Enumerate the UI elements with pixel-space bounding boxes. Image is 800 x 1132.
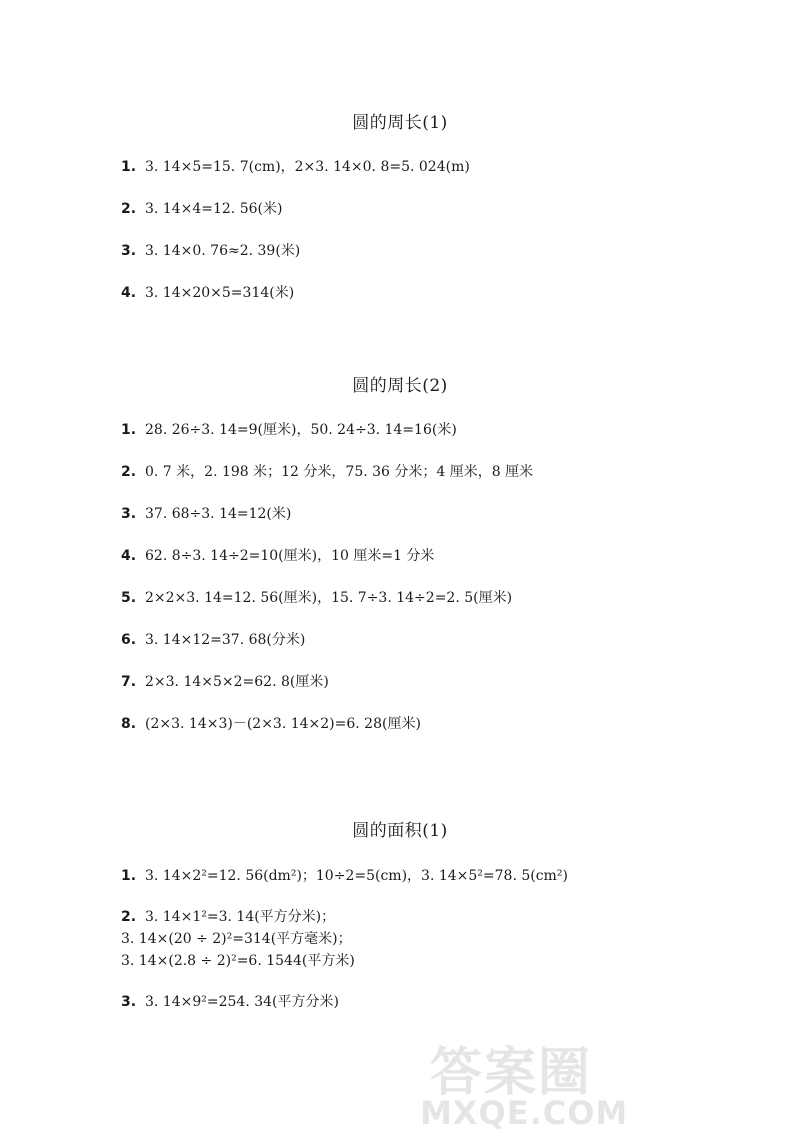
answer-item <box>121 419 457 439</box>
item-text: 3. 14×1²=3. 14(平方分米)； <box>145 909 336 925</box>
item-number: 4. <box>121 285 137 301</box>
site-watermark <box>420 1030 790 1130</box>
item-text: 62. 8÷3. 14÷2=10(厘米)，10 厘米=1 分米 <box>145 548 435 564</box>
answer-continuation-line: 3. 14×(2.8 ÷ 2)²=6. 1544(平方米) <box>121 953 355 969</box>
watermark-logo-text: 答案圈 <box>430 1043 593 1103</box>
answer-item <box>121 671 329 691</box>
item-text: 3. 14×12=37. 68(分米) <box>145 632 306 648</box>
item-text: 3. 14×2²=12. 56(dm²)；10÷2=5(cm)，3. 14×5²=78. 5(cm²) <box>145 868 568 884</box>
answer-item <box>121 906 335 926</box>
answer-item <box>121 198 282 218</box>
answer-item <box>121 991 339 1011</box>
item-number: 6. <box>121 632 137 648</box>
item-text: 37. 68÷3. 14=12(米) <box>145 506 292 522</box>
item-number: 2. <box>121 201 137 217</box>
answer-item <box>121 713 421 733</box>
answer-item <box>121 865 568 885</box>
answer-item <box>121 503 291 523</box>
item-text: 3. 14×4=12. 56(米) <box>145 201 283 217</box>
item-number: 2. <box>121 464 137 480</box>
answer-continuation-line: 3. 14×(20 ÷ 2)²=314(平方毫米)； <box>121 931 352 947</box>
answer-item <box>121 545 434 565</box>
item-number: 3. <box>121 243 137 259</box>
answer-item <box>121 461 533 481</box>
item-number: 3. <box>121 506 137 522</box>
item-number: 8. <box>121 716 137 732</box>
item-text: 0. 7 米，2. 198 米；12 分米，75. 36 分米；4 厘米，8 厘米 <box>145 464 534 480</box>
item-text: (2×3. 14×3)－(2×3. 14×2)=6. 28(厘米) <box>145 716 421 732</box>
answer-item <box>121 629 305 649</box>
answer-item <box>121 156 470 176</box>
item-number: 7. <box>121 674 137 690</box>
item-text: 28. 26÷3. 14=9(厘米)，50. 24÷3. 14=16(米) <box>145 422 457 438</box>
item-number: 1. <box>121 159 137 175</box>
answer-item <box>121 282 294 302</box>
item-text: 2×3. 14×5×2=62. 8(厘米) <box>145 674 329 690</box>
section-title-circumference-1: 圆的周长(1) <box>352 113 448 133</box>
item-number: 2. <box>121 909 137 925</box>
item-number: 1. <box>121 422 137 438</box>
item-number: 4. <box>121 548 137 564</box>
item-text: 2×2×3. 14=12. 56(厘米)，15. 7÷3. 14÷2=2. 5(厘米) <box>145 590 513 606</box>
item-text: 3. 14×9²=254. 34(平方分米) <box>145 994 339 1010</box>
item-text: 3. 14×20×5=314(米) <box>145 285 295 301</box>
section-title-area-1: 圆的面积(1) <box>352 821 448 841</box>
watermark-url-text: MXQE.COM <box>420 1094 629 1132</box>
item-text: 3. 14×5=15. 7(cm)，2×3. 14×0. 8=5. 024(m) <box>145 159 470 175</box>
answer-item <box>121 587 512 607</box>
answer-item <box>121 240 300 260</box>
section-title-circumference-2: 圆的周长(2) <box>352 376 448 396</box>
item-number: 5. <box>121 590 137 606</box>
item-text: 3. 14×0. 76≈2. 39(米) <box>145 243 301 259</box>
item-number: 1. <box>121 868 137 884</box>
item-number: 3. <box>121 994 137 1010</box>
